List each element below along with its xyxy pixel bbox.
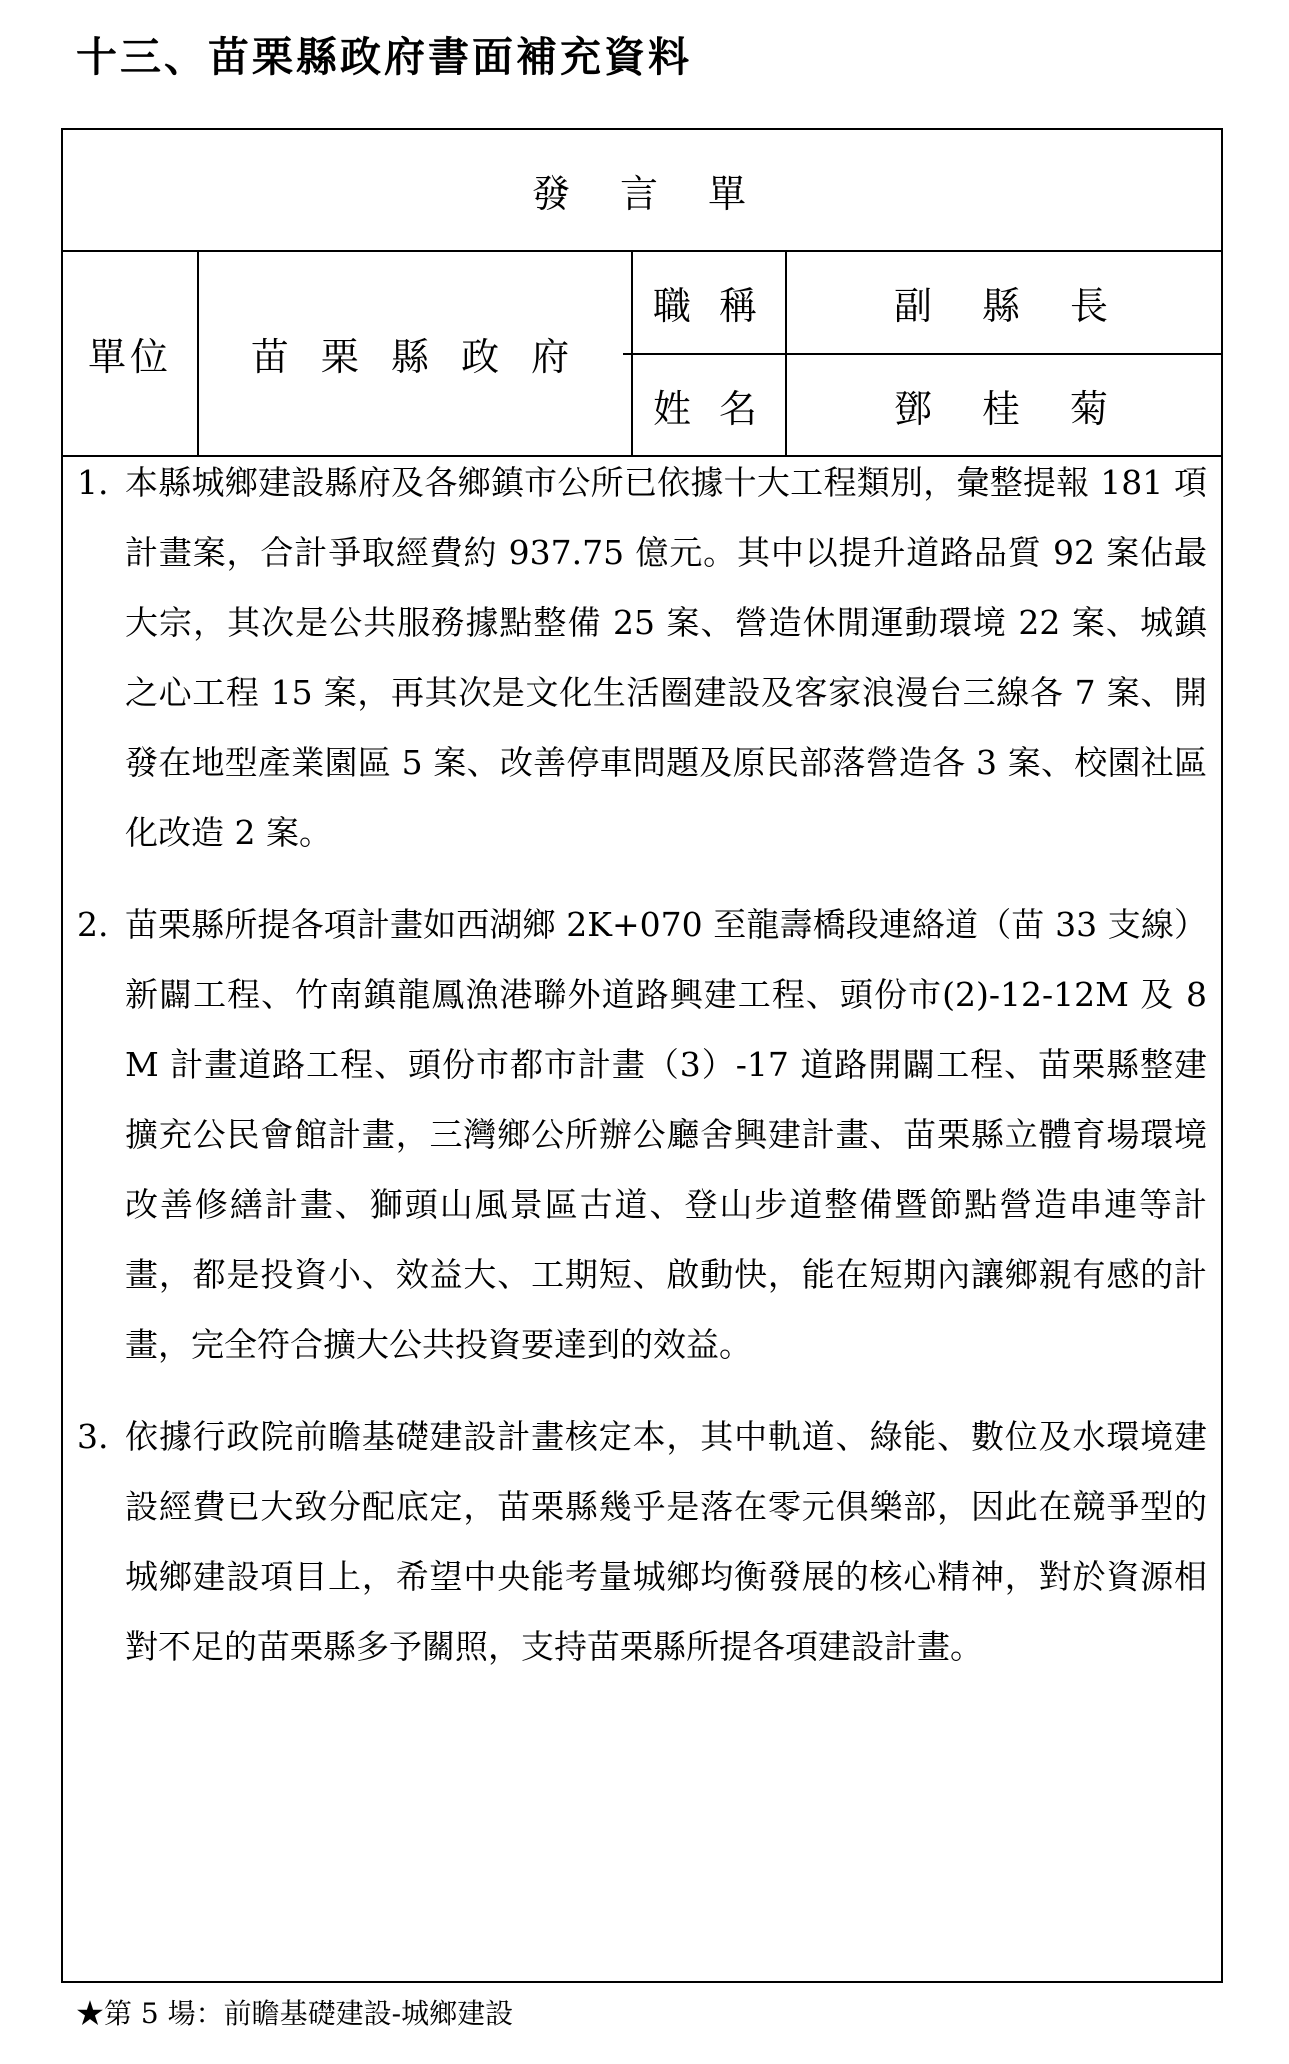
- unit-value: 苗 栗 縣 政 府: [250, 335, 580, 379]
- position-label: 職 稱: [652, 284, 766, 328]
- name-value: 鄧 桂 菊: [893, 386, 1114, 431]
- form-heading: 發 言 單: [531, 171, 752, 216]
- name-label: 姓 名: [652, 386, 766, 431]
- paragraph-number: 1.: [77, 463, 109, 502]
- speech-form: [61, 128, 1223, 1983]
- document-title: 十三、苗栗縣政府書面補充資料: [76, 33, 692, 81]
- paragraph-number: 2.: [77, 905, 109, 944]
- statement-content: [77, 448, 1207, 1704]
- paragraph-text: 苗栗縣所提各項計畫如西湖鄉 2K+070 至龍壽橋段連絡道（苗 33 支線）新闢工程、竹南鎮龍鳳漁港聯外道路興建工程、頭份市(2)-12-12M 及 8M 計畫道路工程、頭份市都市計畫（3）-17 道路開闢工程、苗栗縣整建擴充公民會館計畫，三灣鄉公所辦公廳舍興建計畫、苗栗縣立體育場環境改善修繕計畫、獅頭山風景區古道、登山步道整備暨節點營造串連等計畫，都是投資小、效益大、工期短、啟動快，能在短期內讓鄉親有感的計畫，完全符合擴大公共投資要達到的效益。: [125, 905, 1207, 1364]
- paragraph-3: [77, 1402, 1207, 1682]
- position-value: 副 縣 長: [893, 284, 1114, 328]
- paragraph-text: 本縣城鄉建設縣府及各鄉鎮市公所已依據十大工程類別，彙整提報 181 項計畫案，合計爭取經費約 937.75 億元。其中以提升道路品質 92 案佔最大宗，其次是公共服務據點整備 25 案、營造休閒運動環境 22 案、城鎮之心工程 15 案，再其次是文化生活圈建設及客家浪漫台三線各 7 案、開發在地型產業園區 5 案、改善停車問題及原民部落營造各 3 案、校園社區化改造 2 案。: [125, 463, 1207, 852]
- paragraph-text: 依據行政院前瞻基礎建設計畫核定本，其中軌道、綠能、數位及水環境建設經費已大致分配底定，苗栗縣幾乎是落在零元俱樂部，因此在競爭型的城鄉建設項目上，希望中央能考量城鄉均衡發展的核心精神，對於資源相對不足的苗栗縣多予關照，支持苗栗縣所提各項建設計畫。: [125, 1417, 1207, 1666]
- session-footer: ★第 5 場：前瞻基礎建設-城鄉建設: [76, 1997, 514, 2030]
- unit-label: 單位: [87, 335, 172, 379]
- paragraph-2: [77, 890, 1207, 1380]
- paragraph-number: 3.: [77, 1417, 109, 1456]
- paragraph-1: [77, 448, 1207, 868]
